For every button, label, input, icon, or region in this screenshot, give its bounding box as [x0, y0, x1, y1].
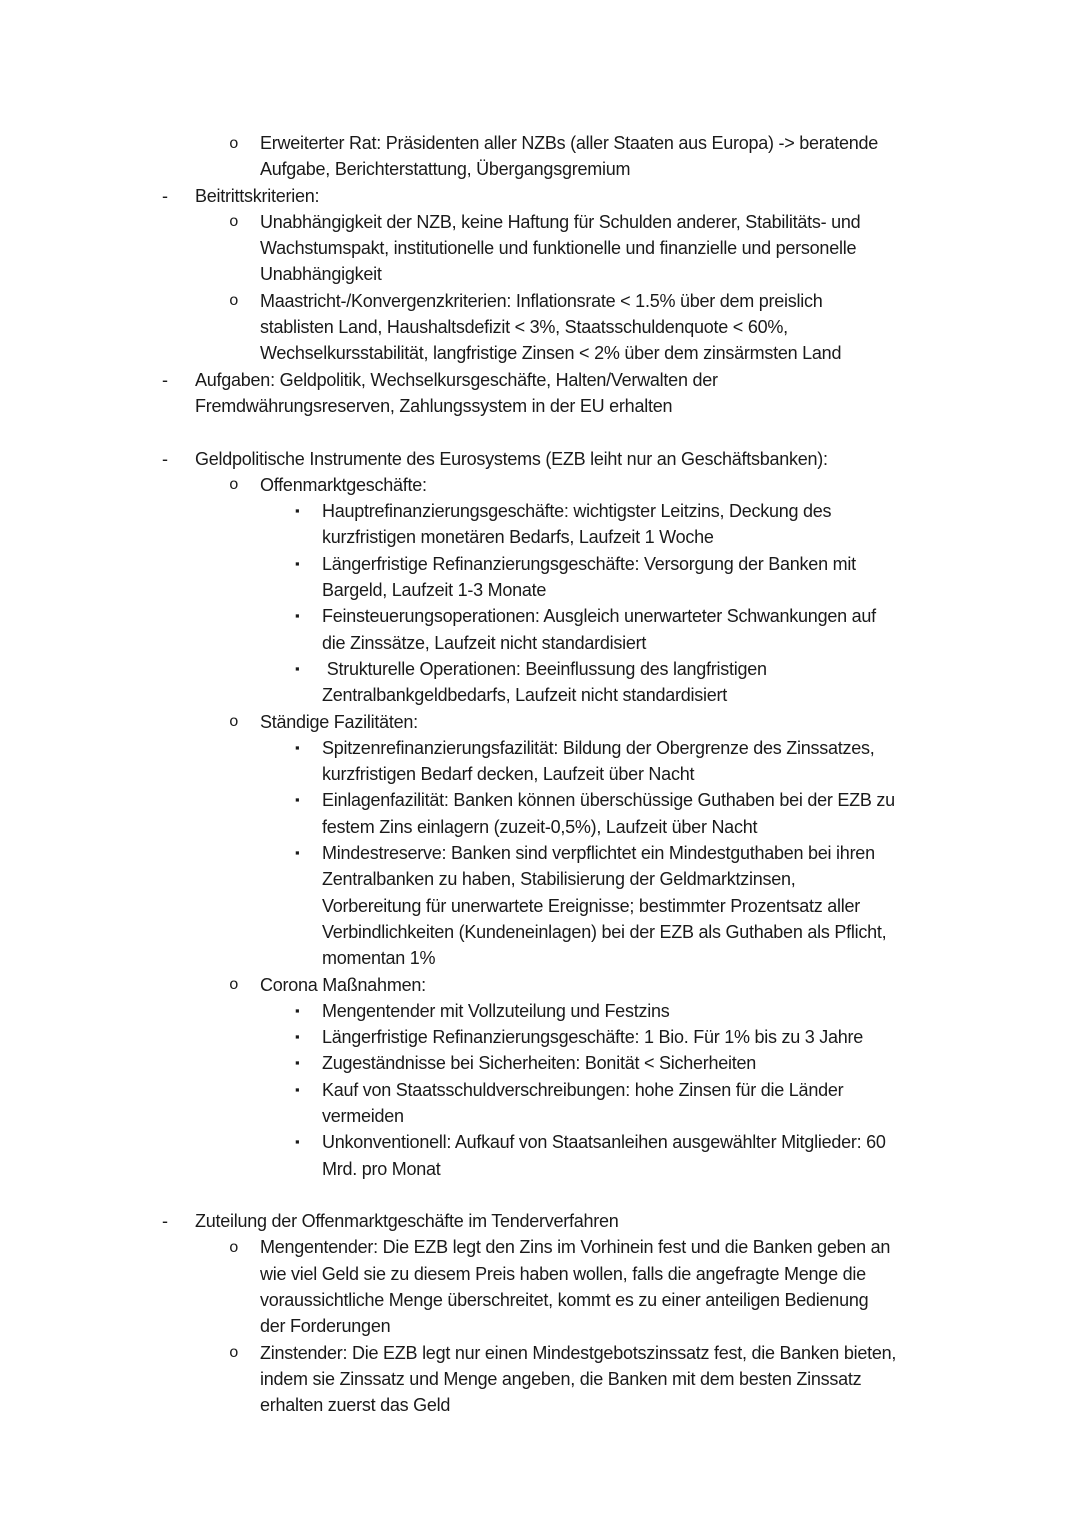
- circle-bullet-icon: o: [229, 134, 239, 153]
- square-bullet-icon: ▪: [295, 1055, 300, 1071]
- square-bullet-icon: ▪: [295, 739, 300, 755]
- text-line: die Zinssätze, Laufzeit nicht standardisiert: [322, 632, 647, 653]
- circle-bullet-icon: o: [229, 213, 239, 232]
- list-item: [295, 735, 1080, 788]
- text-line: Verbindlichkeiten (Kundeneinlagen) bei der EZB als Guthaben als Pflicht,: [322, 921, 887, 942]
- text-line: wie viel Geld sie zu diesem Preis haben wollen, falls die angefragte Menge die: [260, 1263, 866, 1284]
- text-line: Offenmarktgeschäfte:: [260, 474, 427, 495]
- text-line: Spitzenrefinanzierungsfazilität: Bildung der Obergrenze des Zinssatzes,: [322, 737, 875, 758]
- circle-bullet-icon: o: [229, 1238, 239, 1257]
- list-item: [295, 787, 1080, 840]
- text-line: Beitrittskriterien:: [195, 185, 320, 206]
- text-line: Bargeld, Laufzeit 1-3 Monate: [322, 580, 547, 601]
- text-line: Mrd. pro Monat: [322, 1158, 441, 1179]
- text-line: Ständige Fazilitäten:: [260, 711, 418, 732]
- text-line: vermeiden: [322, 1105, 404, 1126]
- list-item: [295, 656, 1080, 709]
- list-item: [162, 183, 1080, 209]
- text-line: indem sie Zinssatz und Menge angeben, die Banken mit dem besten Zinssatz: [260, 1368, 862, 1389]
- square-bullet-icon: ▪: [295, 608, 300, 624]
- text-line: voraussichtliche Menge überschreitet, kommt es zu einer anteiligen Bedienung: [260, 1290, 869, 1311]
- list-item: [162, 1208, 1080, 1234]
- square-bullet-icon: ▪: [295, 555, 300, 571]
- list-item: [162, 367, 1080, 420]
- text-line: Vorbereitung für unerwartete Ereignisse; bestimmter Prozentsatz aller: [322, 895, 861, 916]
- text-line: Zugeständnisse bei Sicherheiten: Bonität < Sicherheiten: [322, 1053, 757, 1074]
- square-bullet-icon: ▪: [295, 1134, 300, 1150]
- circle-bullet-icon: o: [229, 292, 239, 311]
- circle-bullet-icon: o: [229, 476, 239, 495]
- text-line: erhalten zuerst das Geld: [260, 1395, 451, 1416]
- text-line: Längerfristige Refinanzierungsgeschäfte: 1 Bio. Für 1% bis zu 3 Jahre: [322, 1027, 864, 1048]
- list-item: [229, 1340, 1080, 1419]
- list-item: [229, 1234, 1080, 1339]
- text-line: stablisten Land, Haushaltsdefizit < 3%, Staatsschuldenquote < 60%,: [260, 317, 788, 338]
- circle-bullet-icon: o: [229, 1344, 239, 1363]
- text-line: Maastricht-/Konvergenzkriterien: Inflationsrate < 1.5% über dem preislich: [260, 290, 823, 311]
- text-line: Wechselkursstabilität, langfristige Zinsen < 2% über dem zinsärmsten Land: [260, 343, 842, 364]
- text-line: Unabhängigkeit: [260, 264, 382, 285]
- text-line: festem Zins einlagern (zuzeit-0,5%), Laufzeit über Nacht: [322, 816, 758, 837]
- text-line: kurzfristigen Bedarf decken, Laufzeit über Nacht: [322, 764, 695, 785]
- list-item: [295, 998, 1080, 1024]
- list-item: [295, 603, 1080, 656]
- text-line: Aufgabe, Berichterstattung, Übergangsgremium: [260, 159, 631, 180]
- text-line: Aufgaben: Geldpolitik, Wechselkursgeschäfte, Halten/Verwalten der: [195, 369, 718, 390]
- square-bullet-icon: ▪: [295, 503, 300, 519]
- text-line: Längerfristige Refinanzierungsgeschäfte: Versorgung der Banken mit: [322, 553, 856, 574]
- text-line: Erweiterter Rat: Präsidenten aller NZBs (aller Staaten aus Europa) -> beratende: [260, 133, 879, 153]
- text-line: Fremdwährungsreserven, Zahlungssystem in der EU erhalten: [195, 395, 673, 416]
- square-bullet-icon: ▪: [295, 660, 300, 676]
- text-line: Mengentender mit Vollzuteilung und Festzins: [322, 1000, 670, 1021]
- list-item: [229, 130, 1080, 183]
- text-line: Hauptrefinanzierungsgeschäfte: wichtigster Leitzins, Deckung des: [322, 501, 832, 522]
- list-item: [295, 840, 1080, 971]
- square-bullet-icon: ▪: [295, 1081, 300, 1097]
- text-line: Mindestreserve: Banken sind verpflichtet ein Mindestguthaben bei ihren: [322, 843, 875, 864]
- list-item: [229, 972, 1080, 998]
- list-item: [229, 472, 1080, 498]
- square-bullet-icon: ▪: [295, 1002, 300, 1018]
- text-line: Wachstumspakt, institutionelle und funktionelle und finanzielle und personelle: [260, 238, 857, 259]
- square-bullet-icon: ▪: [295, 1029, 300, 1045]
- dash-bullet-icon: -: [162, 448, 168, 469]
- dash-bullet-icon: -: [162, 185, 168, 206]
- text-line: Strukturelle Operationen: Beeinflussung des langfristigen: [322, 658, 767, 679]
- text-line: Zuteilung der Offenmarktgeschäfte im Tenderverfahren: [195, 1211, 619, 1232]
- dash-bullet-icon: -: [162, 369, 168, 390]
- text-line: momentan 1%: [322, 948, 436, 969]
- text-line: Zentralbanken zu haben, Stabilisierung der Geldmarktzinsen,: [322, 869, 796, 890]
- text-line: Einlagenfazilität: Banken können überschüssige Guthaben bei der EZB zu: [322, 790, 895, 811]
- list-item: [295, 1077, 1080, 1130]
- list-item: [229, 709, 1080, 735]
- text-line: Zentralbankgeldbedarfs, Laufzeit nicht standardisiert: [322, 685, 727, 706]
- list-item: [229, 209, 1080, 288]
- list-item: [229, 288, 1080, 367]
- list-item: [295, 551, 1080, 604]
- text-line: Unabhängigkeit der NZB, keine Haftung für Schulden anderer, Stabilitäts- und: [260, 211, 861, 232]
- list-item: [295, 1024, 1080, 1050]
- text-line: kurzfristigen monetären Bedarfs, Laufzeit 1 Woche: [322, 527, 714, 548]
- text-line: Geldpolitische Instrumente des Eurosystems (EZB leiht nur an Geschäftsbanken):: [195, 448, 828, 469]
- list-item: [295, 498, 1080, 551]
- list-item: [295, 1050, 1080, 1076]
- square-bullet-icon: ▪: [295, 845, 300, 861]
- text-line: Mengentender: Die EZB legt den Zins im Vorhinein fest und die Banken geben an: [260, 1237, 891, 1258]
- text-line: Unkonventionell: Aufkauf von Staatsanleihen ausgewählter Mitglieder: 60: [322, 1132, 886, 1153]
- text-line: Feinsteuerungsoperationen: Ausgleich unerwarteter Schwankungen auf: [322, 606, 876, 627]
- list-item: [162, 446, 1080, 472]
- bullet-list: [0, 130, 1080, 1419]
- dash-bullet-icon: -: [162, 1211, 168, 1232]
- text-line: der Forderungen: [260, 1316, 391, 1337]
- text-line: Zinstender: Die EZB legt nur einen Mindestgebotszinssatz fest, die Banken bieten,: [260, 1342, 897, 1363]
- list-item: [295, 1129, 1080, 1182]
- text-line: Kauf von Staatsschuldverschreibungen: hohe Zinsen für die Länder: [322, 1079, 844, 1100]
- square-bullet-icon: ▪: [295, 792, 300, 808]
- circle-bullet-icon: o: [229, 713, 239, 732]
- circle-bullet-icon: o: [229, 976, 239, 994]
- text-line: Corona Maßnahmen:: [260, 974, 426, 995]
